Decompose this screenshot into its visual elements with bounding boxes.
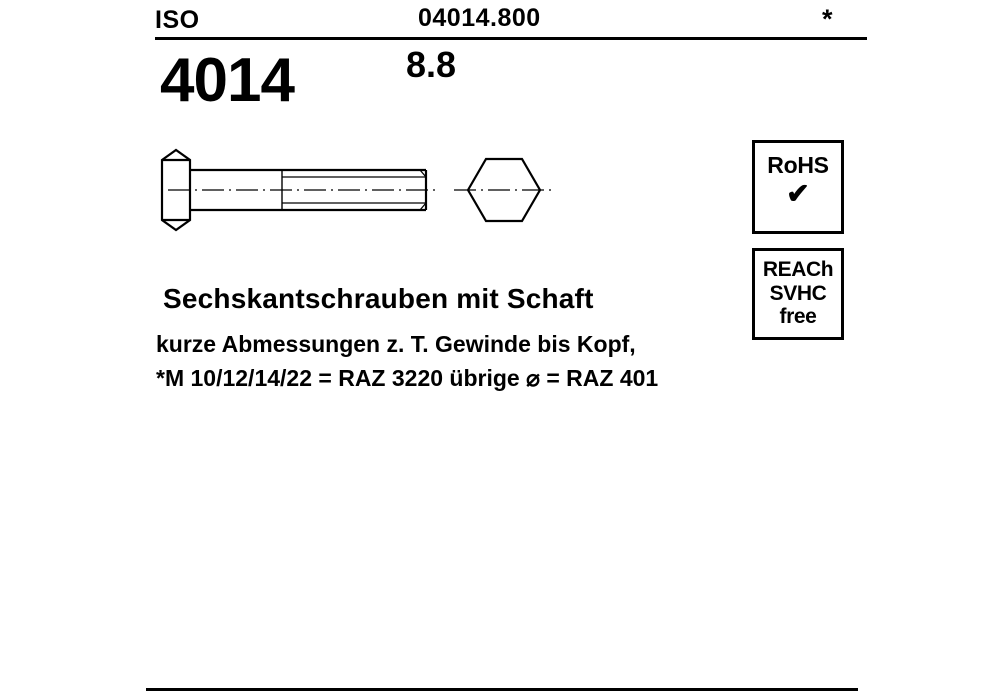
header-divider — [155, 37, 867, 40]
product-name: Sechskantschrauben mit Schaft — [163, 283, 594, 314]
footer-divider — [146, 688, 858, 691]
rohs-label: RoHS — [767, 152, 829, 178]
hex-bolt-drawing — [150, 130, 570, 250]
svhc-label: SVHC — [769, 281, 827, 305]
check-icon: ✔ — [786, 178, 810, 209]
article-code: 04014.800 — [418, 4, 541, 32]
footnote-asterisk: * — [822, 4, 833, 34]
product-note-line-1: kurze Abmessungen z. T. Gewinde bis Kopf, — [156, 331, 636, 357]
page-title: 4014 — [160, 46, 294, 115]
standard-prefix: ISO — [155, 6, 200, 34]
free-label: free — [779, 305, 817, 329]
hex-bolt-svg — [150, 130, 570, 250]
reach-svhc-free-badge — [752, 248, 844, 340]
reach-label: REACh — [762, 258, 834, 281]
product-note-line-2: *M 10/12/14/22 = RAZ 3220 übrige ⌀ = RAZ 401 — [156, 365, 659, 391]
rohs-compliance-badge — [752, 140, 844, 234]
strength-grade: 8.8 — [406, 44, 457, 85]
